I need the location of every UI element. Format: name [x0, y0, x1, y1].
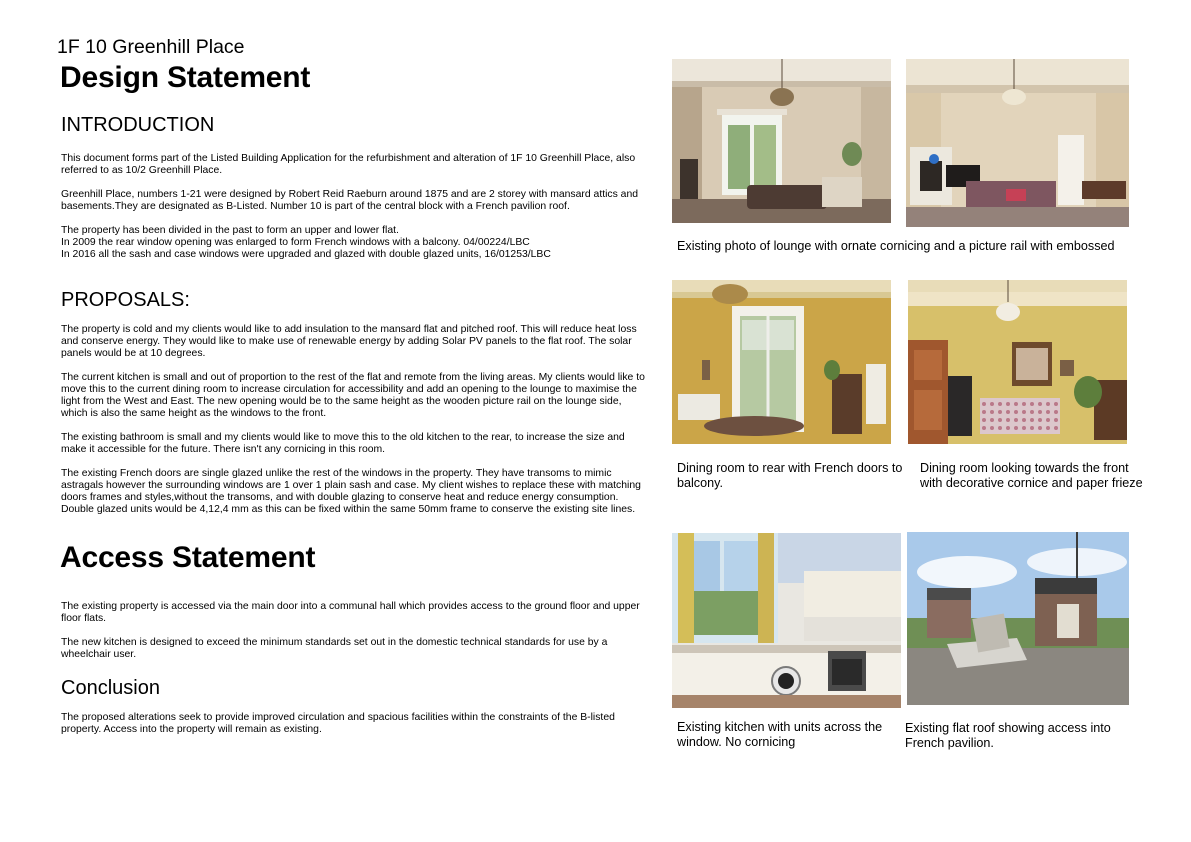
proposals-body	[61, 324, 649, 528]
dining-rear-caption: Dining room to rear with French doors to balcony.	[677, 461, 903, 490]
dining-front-caption: Dining room looking towards the front with decorative cornice and paper frieze	[920, 461, 1143, 490]
access-paragraph: The new kitchen is designed to exceed the minimum standards set out in the domestic technical standards for use by a wheelchair user.	[61, 637, 608, 660]
proposal-paragraph: The property is cold and my clients would like to add insulation to the mansard flat and pitched roof. This will reduce heat loss and conserve energy. They would like to make use of renewable energy by adding Solar PV panels to the flat roof. The solar panels would be at 10 degrees.	[61, 324, 637, 359]
lounge-photo	[672, 59, 891, 223]
kitchen-photo	[672, 533, 901, 708]
intro-paragraph: This document forms part of the Listed Building Application for the refurbishment and alteration of 1F 10 Greenhill Place, also referred to as 10/2 Greenhill Place.	[61, 153, 636, 176]
access-statement-title: Access Statement	[60, 541, 316, 574]
kitchen-caption: Existing kitchen with units across the window. No cornicing	[677, 720, 883, 749]
lounge-photo-2	[906, 59, 1129, 227]
dining-front-photo	[908, 280, 1127, 444]
proposal-paragraph: The existing French doors are single glazed unlike the rest of the windows in the property. They have transoms to mimic astragals however the surrounding windows are 1 over 1 plain sash and case. My client wishes to replace these with matching doors frames and styles,without the transoms, and with double glazing to conserve heat and reduce energy consumption. Double glazed units would be 4,12,4 mm as this can be fixed within the same 50mm frame to conserve the existing site lines.	[61, 468, 641, 515]
design-statement-title: Design Statement	[60, 61, 311, 94]
introduction-body	[61, 153, 649, 273]
access-paragraph: The existing property is accessed via the main door into a communal hall which provides access to the ground floor and upper floor flats.	[61, 601, 640, 624]
roof-photo	[907, 532, 1129, 705]
dining-rear-photo	[672, 280, 891, 444]
access-body	[61, 601, 649, 673]
proposal-paragraph: The existing bathroom is small and my clients would like to move this to the old kitchen to the rear, to increase the size and make it accessible for the future. There isn't any cornicing in this room.	[61, 432, 625, 455]
intro-paragraph: The property has been divided in the past to form an upper and lower flat. In 2009 the rear window opening was enlarged to form French windows with a balcony. 04/00224/LBC In 2016 all the sash and case windows were upgraded and glazed with double glazed units, 16/01253/LBC	[61, 225, 551, 260]
roof-caption: Existing flat roof showing access into French pavilion.	[905, 721, 1111, 750]
lounge-caption: Existing photo of lounge with ornate cornicing and a picture rail with embossed	[677, 239, 1115, 253]
conclusion-body	[61, 712, 649, 748]
introduction-heading: INTRODUCTION	[61, 114, 215, 136]
proposal-paragraph: The current kitchen is small and out of proportion to the rest of the flat and remote from the living areas. My clients would like to move this to the current dining room to increase circulation for accessibility and add an opening to the lounge to maximise the light from the West and East. The new opening would be to the same height as the wooden picture rail on the lounge side, which is also the same height as the windows to the front.	[61, 372, 645, 419]
address-subtitle: 1F 10 Greenhill Place	[57, 36, 245, 58]
conclusion-paragraph: The proposed alterations seek to provide improved circulation and spacious facilities within the constraints of the B-listed property. Access into the property will remain as existing.	[61, 712, 615, 735]
intro-paragraph: Greenhill Place, numbers 1-21 were designed by Robert Reid Raeburn around 1875 and are 2 storey with mansard attics and basements.They are designated as B-Listed. Number 10 is part of the central block with a French pavilion roof.	[61, 189, 639, 212]
conclusion-heading: Conclusion	[61, 677, 160, 699]
proposals-heading: PROPOSALS:	[61, 289, 190, 311]
